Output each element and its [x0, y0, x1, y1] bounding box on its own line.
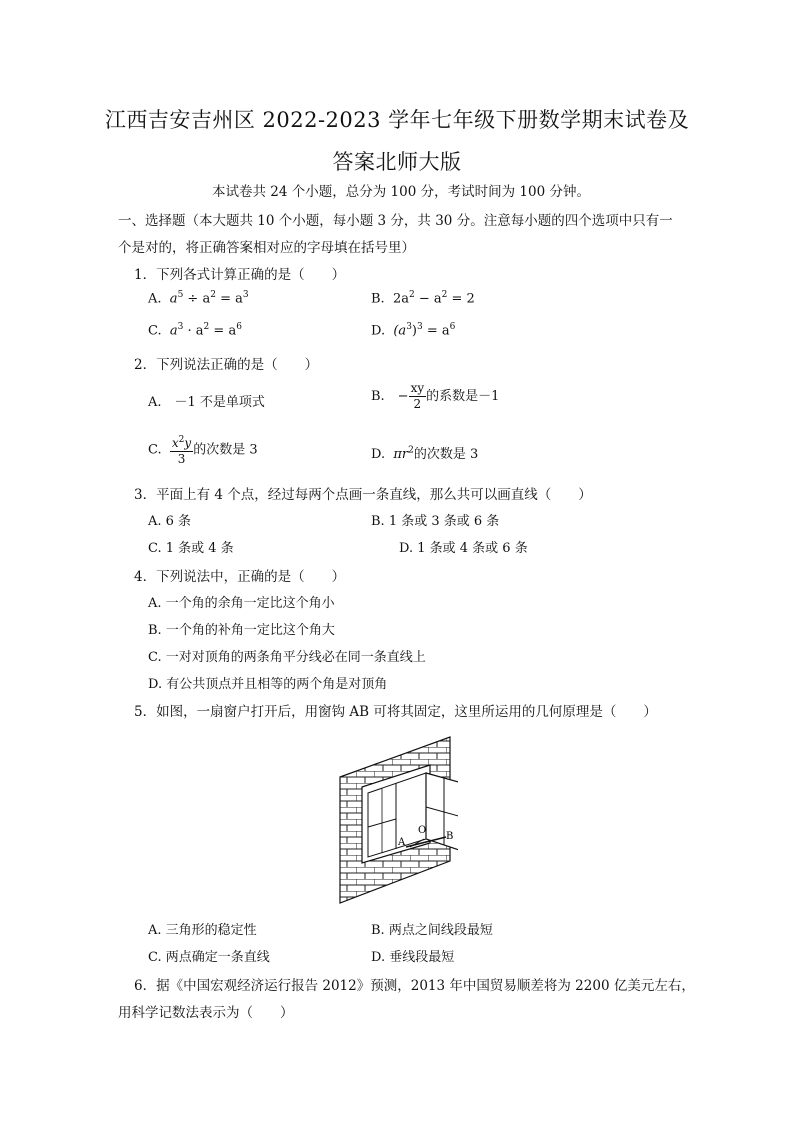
q3-option-a: A. 6 条 — [148, 514, 192, 529]
q1-option-c: C. $a^3 \cdot a^2 = a^6$ — [148, 322, 242, 339]
q4-stem: 4．下列说法中，正确的是（ ） — [134, 569, 346, 585]
window-diagram — [338, 735, 458, 907]
q2-option-b: B. − $\frac{xy}{2}$ 的系数是－1 — [371, 381, 500, 411]
q1-stem: 1．下列各式计算正确的是（ ） — [134, 267, 346, 283]
q3-option-c: C. 1 条或 4 条 — [148, 541, 234, 556]
section1-heading-line1: 一、选择题（本大题共 10 个小题，每小题 3 分，共 30 分。注意每小题的四个选项中只有一 — [118, 213, 673, 229]
q6-stem-line2: 用科学记数法表示为（ ） — [118, 1005, 294, 1021]
q2-option-a: A. －1 不是单项式 — [148, 395, 265, 410]
label-o: O — [418, 825, 427, 836]
q5-option-d: D. 垂线段最短 — [371, 950, 455, 965]
doc-title-line2: 答案北师大版 — [332, 150, 462, 174]
q3-option-d: D. 1 条或 4 条或 6 条 — [399, 541, 528, 556]
q4-option-d: D. 有公共顶点并且相等的两个角是对顶角 — [148, 677, 388, 692]
label-a: A — [398, 837, 406, 848]
q3-stem: 3．平面上有 4 个点，经过每两个点画一条直线，那么共可以画直线（ ） — [134, 487, 592, 503]
window-figure — [338, 735, 458, 911]
q2-option-c: C. $\frac{x^2y}{3}$ 的次数是 3 — [148, 435, 258, 466]
q1-option-b: B. $2a^2 - a^2 = 2$ — [371, 290, 475, 307]
q1-option-d: D. $(a^3)^3 = a^6$ — [371, 322, 456, 339]
exam-intro: 本试卷共 24 个小题，总分为 100 分，考试时间为 100 分钟。 — [212, 184, 590, 200]
doc-title-line1: 江西吉安吉州区 2022-2023 学年七年级下册数学期末试卷及 — [104, 108, 690, 132]
q1-option-a: A. $a^5 \div a^2 = a^3$ — [148, 290, 249, 307]
section1-heading-line2: 个是对的，将正确答案相对应的字母填在括号里） — [118, 240, 415, 256]
q5-option-a: A. 三角形的稳定性 — [148, 923, 257, 938]
q6-stem-line1: 6．据《中国宏观经济运行报告 2012》预测，2013 年中国贸易顺差将为 2200 亿美元左右， — [134, 978, 695, 994]
label-b: B — [446, 831, 454, 842]
q4-option-b: B. 一个角的补角一定比这个角大 — [148, 623, 335, 638]
q5-option-c: C. 两点确定一条直线 — [148, 950, 270, 965]
q4-option-a: A. 一个角的余角一定比这个角小 — [148, 596, 335, 611]
q5-option-b: B. 两点之间线段最短 — [371, 923, 493, 938]
q3-option-b: B. 1 条或 3 条或 6 条 — [371, 514, 500, 529]
q5-stem: 5．如图，一扇窗户打开后，用窗钩 AB 可将其固定，这里所运用的几何原理是（ ） — [134, 704, 657, 720]
q4-option-c: C. 一对对顶角的两条角平分线必在同一条直线上 — [148, 650, 426, 665]
q2-stem: 2．下列说法正确的是（ ） — [134, 357, 319, 373]
q2-option-d: D. $\pi r^2$的次数是 3 — [371, 445, 479, 462]
